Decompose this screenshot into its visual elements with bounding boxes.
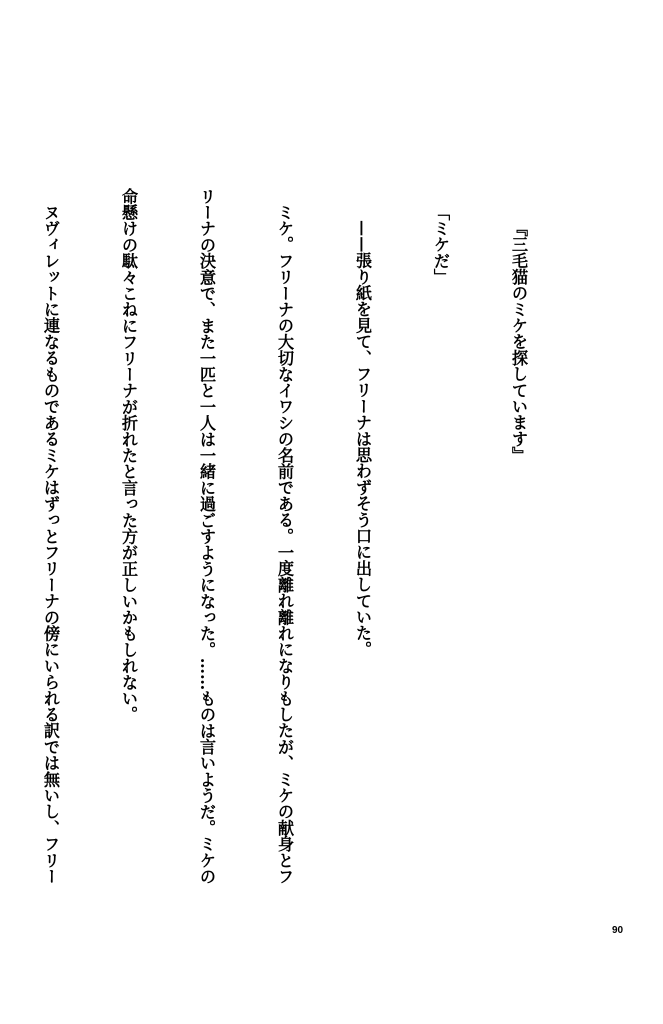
text-line: 命懸けの駄々こねにフリーナが折れたと言った方が正しいかもしれない。 <box>119 188 138 723</box>
page-number: 90 <box>612 925 624 936</box>
text-line: 「ミケだ」 <box>431 204 450 285</box>
text-line: ヌヴィレットに連なるものであるミケはずっとフリーナの傍にいられる訳では無いし、フリー <box>41 204 60 885</box>
text-line: リーナの決意で、また一匹と一人は一緒に過ごすようになった。……ものは言いようだ。ミケの <box>197 188 216 885</box>
text-line: ——張り紙を見て、フリーナは思わずそう口に出していた。 <box>353 220 372 658</box>
body-text <box>0 188 583 904</box>
text-line: ミケ。フリーナの大切なイワシの名前である。一度離れ離れになりもしたが、ミケの献身とフ <box>275 204 294 885</box>
text-line: 『三毛猫のミケを探しています』 <box>509 220 528 463</box>
